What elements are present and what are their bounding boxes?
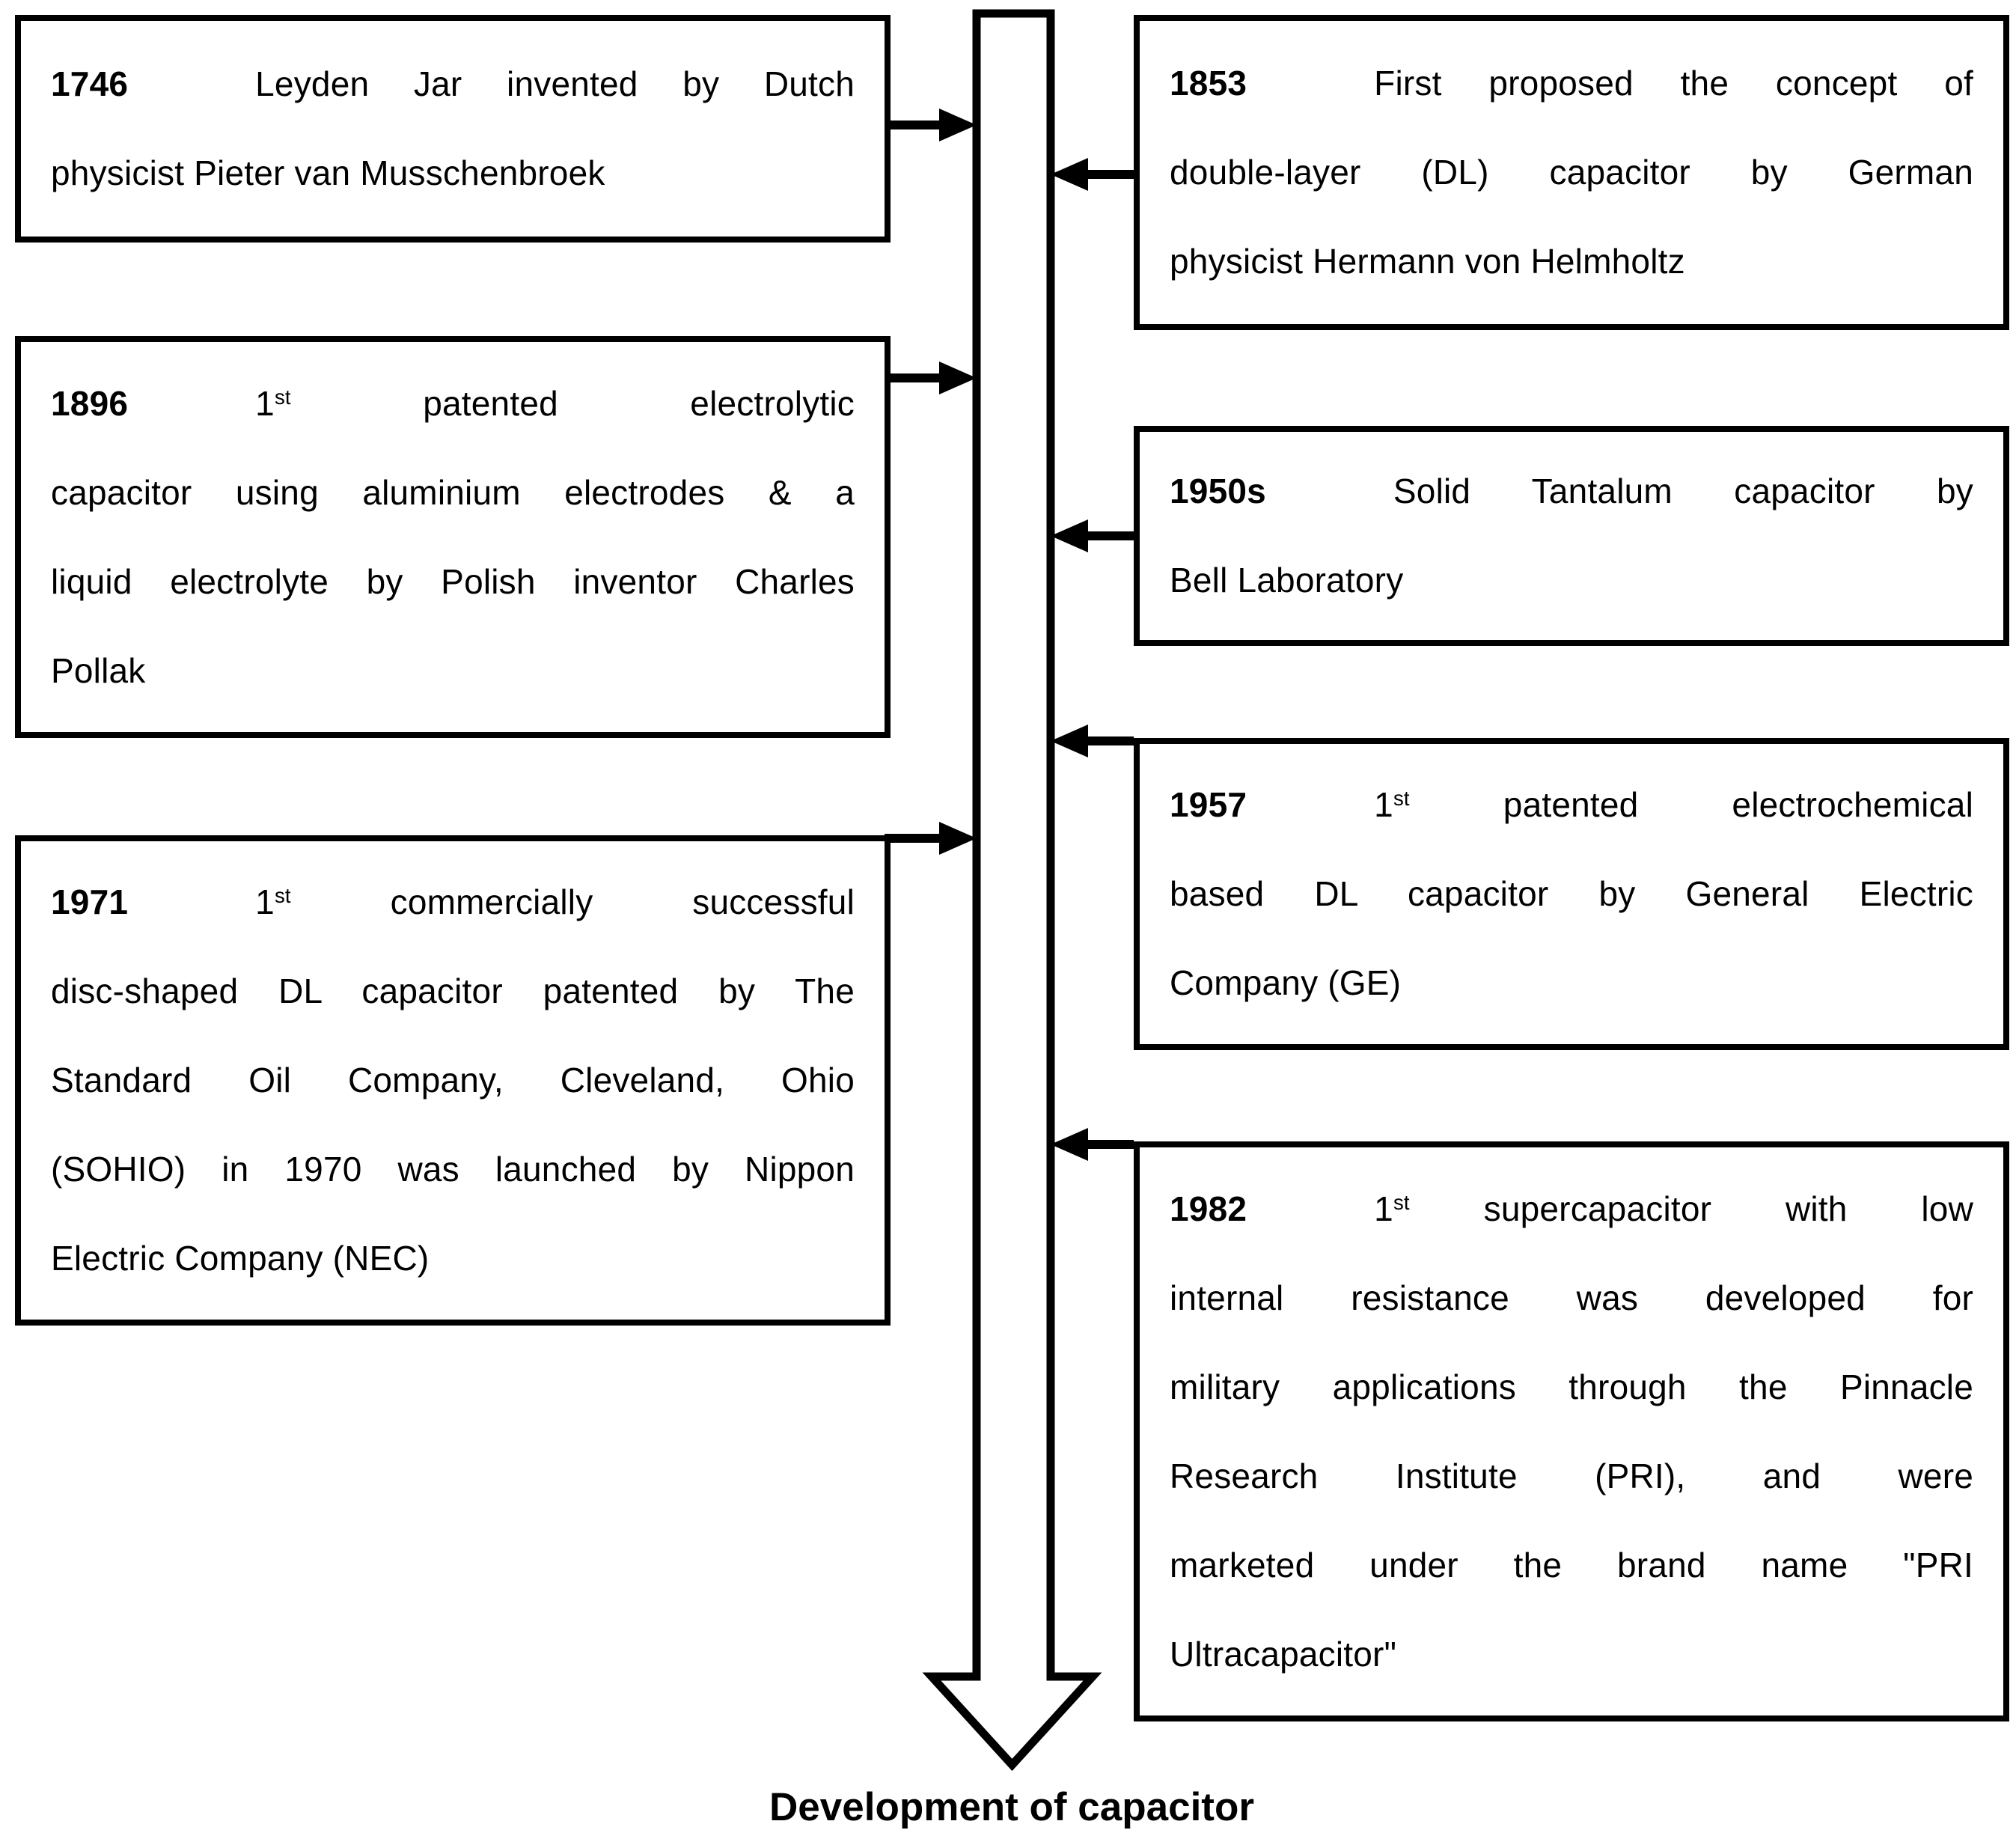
event-text-line: 1982 1st supercapacitor with low bbox=[1170, 1189, 1973, 1228]
connector-arrow-1982 bbox=[1051, 1128, 1134, 1161]
event-box-1896 bbox=[15, 336, 891, 738]
year-tab-spacer bbox=[128, 95, 255, 96]
year-tab-spacer bbox=[1247, 1220, 1374, 1221]
right-arrowhead-icon bbox=[939, 822, 977, 855]
event-text-line: Standard Oil Company, Cleveland, Ohio bbox=[51, 1061, 855, 1100]
event-box-1971 bbox=[15, 835, 891, 1326]
arrow-shaft-line bbox=[1081, 531, 1134, 540]
down-arrow-outline-icon bbox=[932, 13, 1093, 1765]
event-text-line: 1957 1st patented electrochemical bbox=[1170, 785, 1973, 824]
event-text-line: (SOHIO) in 1970 was launched by Nippon bbox=[51, 1150, 855, 1189]
event-text-line: Pollak bbox=[51, 650, 146, 690]
event-text-line: capacitor using aluminium electrodes & a bbox=[51, 472, 855, 512]
event-box-1950s bbox=[1134, 426, 2009, 646]
event-text-line: double-layer (DL) capacitor by German bbox=[1170, 153, 1973, 192]
arrow-shaft-line bbox=[1081, 1140, 1134, 1149]
connector-arrow-1950s bbox=[1051, 519, 1134, 552]
event-year: 1971 bbox=[51, 882, 129, 921]
event-box-1746 bbox=[15, 15, 891, 243]
arrow-shaft-line bbox=[888, 121, 947, 129]
event-text-line: Bell Laboratory bbox=[1170, 561, 1404, 600]
event-box-1853 bbox=[1134, 15, 2009, 330]
left-arrowhead-icon bbox=[1051, 725, 1088, 757]
connector-arrow-1853 bbox=[1051, 158, 1134, 191]
event-text-line: Electric Company (NEC) bbox=[51, 1239, 430, 1278]
year-tab-spacer bbox=[1266, 502, 1393, 503]
event-text-line: 1896 1st patented electrolytic bbox=[51, 383, 855, 423]
connector-arrow-1957 bbox=[1051, 725, 1134, 757]
event-text-line: 1853 First proposed the concept of bbox=[1170, 64, 1973, 103]
arrow-shaft-line bbox=[1081, 170, 1134, 179]
connector-arrow-1971 bbox=[885, 822, 977, 855]
year-tab-spacer bbox=[128, 913, 255, 914]
event-year: 1853 bbox=[1170, 64, 1247, 103]
event-text-line: marketed under the brand name "PRI bbox=[1170, 1545, 1973, 1585]
event-text-line: Ultracapacitor" bbox=[1170, 1634, 1397, 1674]
left-arrowhead-icon bbox=[1051, 158, 1088, 191]
right-arrowhead-icon bbox=[939, 109, 977, 141]
event-box-1957 bbox=[1134, 738, 2009, 1050]
event-text-line: military applications through the Pinnacle bbox=[1170, 1367, 1973, 1406]
event-text-line: 1746 Leyden Jar invented by Dutch bbox=[51, 64, 855, 103]
event-text-line: 1950s Solid Tantalum capacitor by bbox=[1170, 472, 1973, 510]
event-text-line: 1971 1st commercially successful bbox=[51, 882, 855, 921]
event-year: 1957 bbox=[1170, 785, 1247, 824]
event-text-line: disc-shaped DL capacitor patented by The bbox=[51, 972, 855, 1010]
event-text-line: Research Institute (PRI), and were bbox=[1170, 1456, 1973, 1495]
connector-arrow-1746 bbox=[888, 109, 977, 141]
event-year: 1982 bbox=[1170, 1189, 1247, 1228]
year-tab-spacer bbox=[1247, 94, 1374, 95]
event-text-line: internal resistance was developed for bbox=[1170, 1278, 1973, 1317]
arrow-shaft-line bbox=[885, 834, 947, 843]
diagram-caption: Development of capacitor bbox=[769, 1785, 1254, 1829]
left-arrowhead-icon bbox=[1051, 519, 1088, 552]
arrow-shaft-line bbox=[888, 373, 947, 382]
arrow-shaft-line bbox=[1081, 736, 1134, 745]
event-year: 1896 bbox=[51, 383, 129, 423]
event-text-line: liquid electrolyte by Polish inventor Charles bbox=[51, 561, 855, 601]
year-tab-spacer bbox=[1247, 816, 1374, 817]
left-arrowhead-icon bbox=[1051, 1128, 1088, 1161]
event-year: 1950s bbox=[1170, 472, 1266, 510]
event-text-line: Company (GE) bbox=[1170, 963, 1402, 1002]
right-arrowhead-icon bbox=[939, 362, 977, 394]
connector-arrow-1896 bbox=[888, 362, 977, 394]
event-text-line: based DL capacitor by General Electric bbox=[1170, 874, 1973, 913]
event-box-1982 bbox=[1134, 1141, 2009, 1721]
event-year: 1746 bbox=[51, 64, 129, 103]
event-text-line: physicist Pieter van Musschenbroek bbox=[51, 153, 605, 192]
event-text-line: physicist Hermann von Helmholtz bbox=[1170, 242, 1685, 281]
